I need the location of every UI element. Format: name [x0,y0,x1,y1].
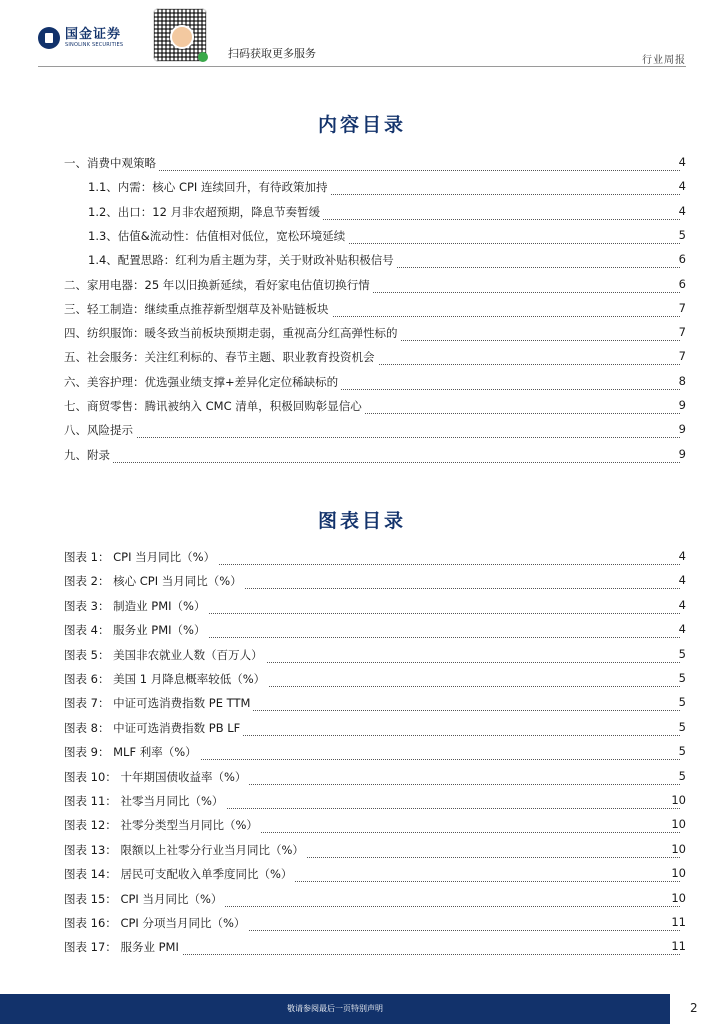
entry-page-number: 7 [656,325,686,339]
figure-entry[interactable] [0,769,724,789]
entry-page-number: 10 [656,793,686,807]
entry-page-number: 4 [656,573,686,587]
toc-entry[interactable] [0,398,724,418]
entry-label: 一、消费中观策略 [64,155,159,171]
entry-label: 1.4、配置思路：红利为盾主题为芽，关于财政补贴积极信号 [88,252,397,268]
wechat-badge-icon [198,52,208,62]
figure-entry[interactable] [0,915,724,935]
entry-page-number: 11 [656,915,686,929]
figure-entry[interactable] [0,622,724,642]
entry-label: 图表 8： 中证可选消费指数 PB LF [64,720,243,736]
entry-label: 八、风险提示 [64,422,136,438]
entry-page-number: 5 [656,695,686,709]
page-header [0,0,724,66]
report-category: 行业周报 [642,55,686,66]
entry-page-number: 7 [656,301,686,315]
entry-page-number: 9 [656,398,686,412]
entry-label: 图表 7： 中证可选消费指数 PE TTM [64,695,253,711]
entry-label: 五、社会服务：关注红利标的、春节主题、职业教育投资机会 [64,349,378,365]
entry-label: 1.2、出口：12 月非农超预期，降息节奏暂缓 [88,204,323,220]
entry-label: 六、美容护理：优选强业绩支撑+差异化定位稀缺标的 [64,374,341,390]
figure-entry[interactable] [0,817,724,837]
figure-entry[interactable] [0,695,724,715]
entry-page-number: 5 [656,671,686,685]
entry-page-number: 4 [656,179,686,193]
entry-page-number: 10 [656,866,686,880]
logo-name-en: SINOLINK SECURITIES [65,42,124,48]
entry-label: 图表 3： 制造业 PMI（%） [64,598,208,614]
leader-dots [64,450,680,463]
entry-label: 图表 6： 美国 1 月降息概率较低（%） [64,671,268,687]
entry-label: 图表 1： CPI 当月同比（%） [64,549,218,565]
toc-entry[interactable] [0,228,724,248]
entry-page-number: 9 [656,422,686,436]
logo-name-cn: 国金证券 [65,27,122,42]
entry-page-number: 5 [656,647,686,661]
entry-label: 1.1、内需：核心 CPI 连续回升，有待政策加持 [88,179,330,195]
qr-avatar-icon [170,25,194,49]
company-logo [38,27,123,49]
entry-label: 三、轻工制造：继续重点推荐新型烟草及补贴链板块 [64,301,332,317]
figure-entry[interactable] [0,671,724,691]
header-divider [38,66,686,67]
entry-label: 图表 10： 十年期国债收益率（%） [64,769,249,785]
toc-entry[interactable] [0,422,724,442]
toc-entry[interactable] [0,179,724,199]
entry-label: 1.3、估值&流动性：估值相对低位，宽松环境延续 [88,228,348,244]
toc-entry[interactable] [0,349,724,369]
figure-entry[interactable] [0,891,724,911]
entry-page-number: 4 [656,622,686,636]
entry-page-number: 10 [656,817,686,831]
entry-label: 图表 9： MLF 利率（%） [64,744,200,760]
toc-entry[interactable] [0,301,724,321]
entry-label: 图表 5： 美国非农就业人数（百万人） [64,647,266,663]
entry-page-number: 4 [656,598,686,612]
entry-label: 图表 2： 核心 CPI 当月同比（%） [64,573,245,589]
qr-caption: 扫码获取更多服务 [228,47,316,60]
entry-page-number: 7 [656,349,686,363]
toc-entry[interactable] [0,325,724,345]
entry-page-number: 4 [656,204,686,218]
contents-title: 内容目录 [317,114,406,136]
figure-entry[interactable] [0,939,724,959]
toc-entry[interactable] [0,252,724,272]
figure-entry[interactable] [0,793,724,813]
entry-label: 图表 13： 限额以上社零分行业当月同比（%） [64,842,307,858]
leader-dots [64,425,680,438]
entry-page-number: 10 [656,842,686,856]
entry-label: 九、附录 [64,447,113,463]
figure-entry[interactable] [0,842,724,862]
figure-entry[interactable] [0,598,724,618]
toc-entry[interactable] [0,447,724,467]
entry-page-number: 5 [656,744,686,758]
entry-label: 图表 16： CPI 分项当月同比（%） [64,915,248,931]
entry-page-number: 5 [656,769,686,783]
toc-entry[interactable] [0,277,724,297]
entry-label: 图表 17： 服务业 PMI [64,939,182,955]
entry-label: 二、家用电器：25 年以旧换新延续，看好家电估值切换行情 [64,277,373,293]
figure-entry[interactable] [0,866,724,886]
entry-label: 图表 14： 居民可支配收入单季度同比（%） [64,866,295,882]
toc-entry[interactable] [0,374,724,394]
entry-page-number: 11 [656,939,686,953]
entry-page-number: 10 [656,891,686,905]
entry-page-number: 5 [656,228,686,242]
figure-entry[interactable] [0,744,724,764]
qr-code-icon[interactable] [153,8,207,62]
entry-page-number: 6 [656,277,686,291]
entry-page-number: 4 [656,155,686,169]
entry-label: 图表 11： 社零当月同比（%） [64,793,226,809]
figure-entry[interactable] [0,720,724,740]
figure-entry[interactable] [0,573,724,593]
entry-label: 图表 12： 社零分类型当月同比（%） [64,817,261,833]
entry-label: 七、商贸零售：腾讯被纳入 CMC 清单，积极回购彰显信心 [64,398,365,414]
logo-icon [38,27,60,49]
toc-entry[interactable] [0,204,724,224]
entry-label: 四、纺织服饰：暖冬致当前板块预期走弱，重视高分红高弹性标的 [64,325,401,341]
entry-page-number: 6 [656,252,686,266]
entry-page-number: 5 [656,720,686,734]
entry-page-number: 4 [656,549,686,563]
page-number: 2 [690,1001,698,1015]
figure-entry[interactable] [0,647,724,667]
toc-entry[interactable] [0,155,724,175]
entry-label: 图表 4： 服务业 PMI（%） [64,622,208,638]
figure-entry[interactable] [0,549,724,569]
entry-label: 图表 15： CPI 当月同比（%） [64,891,225,907]
figures-title: 图表目录 [317,510,406,532]
entry-page-number: 9 [656,447,686,461]
footer-disclaimer: 敬请参阅最后一页特别声明 [287,1004,383,1013]
entry-page-number: 8 [656,374,686,388]
